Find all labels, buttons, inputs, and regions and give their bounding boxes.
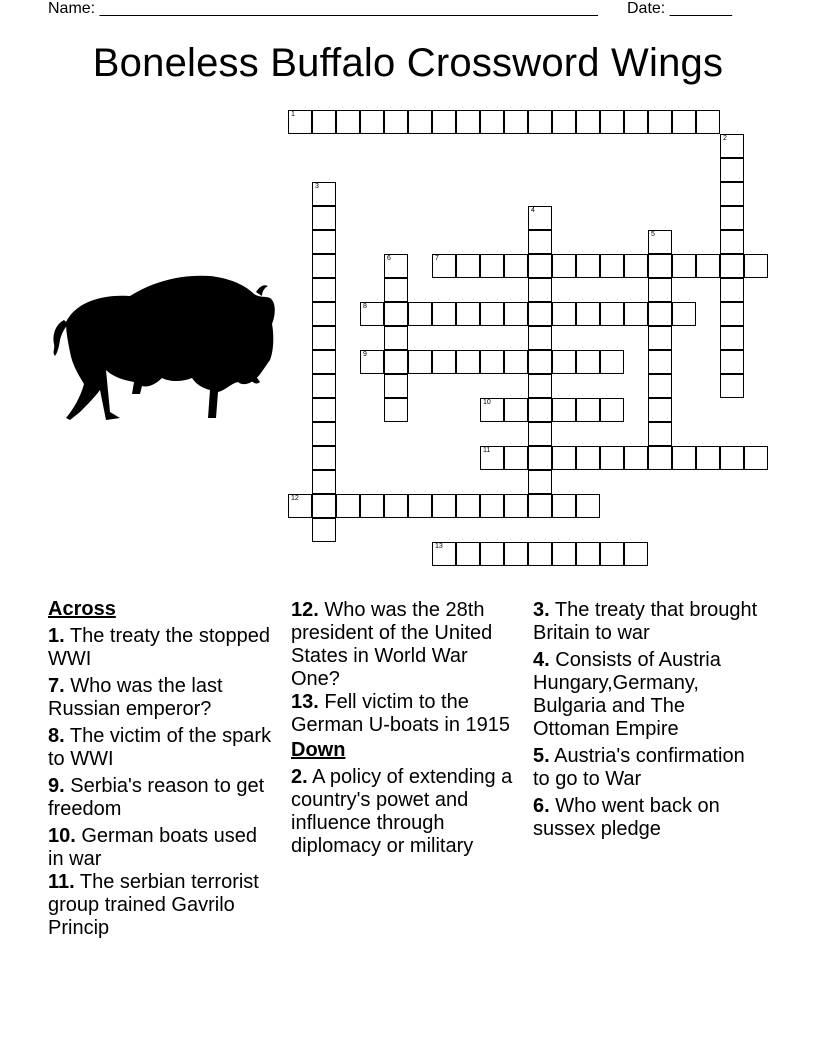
crossword-cell[interactable] (624, 110, 648, 134)
crossword-cell[interactable] (648, 422, 672, 446)
clue-across-10: 10. German boats used in war (48, 825, 258, 870)
crossword-cell[interactable] (576, 110, 600, 134)
crossword-cell[interactable] (600, 398, 624, 422)
crossword-cell[interactable] (480, 350, 504, 374)
clue-down-5: 5. Austria's confirmation to go to War (533, 745, 745, 790)
crossword-cell[interactable] (648, 230, 672, 254)
crossword-cell[interactable] (312, 254, 336, 278)
crossword-cell[interactable] (360, 110, 384, 134)
crossword-cell[interactable] (552, 494, 576, 518)
crossword-cell[interactable] (576, 446, 600, 470)
crossword-cell[interactable] (552, 446, 576, 470)
clue-down-4: 4. Consists of Austria Hungary,Germany, Bulgaria and The Ottoman Empire (533, 649, 721, 740)
crossword-cell[interactable] (360, 350, 384, 374)
cell-number: 4 (531, 207, 535, 214)
crossword-cell[interactable] (600, 254, 624, 278)
crossword-cell[interactable] (480, 254, 504, 278)
crossword-cell[interactable] (672, 254, 696, 278)
crossword-cell[interactable] (480, 110, 504, 134)
crossword-cell[interactable] (312, 302, 336, 326)
crossword-cell[interactable] (648, 446, 672, 470)
crossword-cell[interactable] (480, 302, 504, 326)
crossword-cell[interactable] (312, 350, 336, 374)
crossword-cell[interactable] (648, 398, 672, 422)
crossword-cell[interactable] (600, 542, 624, 566)
clue-down-3: 3. The treaty that brought Britain to war (533, 599, 758, 644)
page-title: Boneless Buffalo Crossword Wings (92, 41, 724, 85)
crossword-cell[interactable] (576, 302, 600, 326)
crossword-cell[interactable] (720, 158, 744, 182)
crossword-cell[interactable] (456, 494, 480, 518)
clues-column-2 (291, 598, 521, 858)
cell-number: 5 (651, 231, 655, 238)
crossword-cell[interactable] (528, 206, 552, 230)
crossword-cell[interactable] (720, 446, 744, 470)
crossword-cell[interactable] (432, 254, 456, 278)
crossword-cell[interactable] (720, 374, 744, 398)
crossword-cell[interactable] (384, 494, 408, 518)
crossword-cell[interactable] (576, 254, 600, 278)
crossword-cell[interactable] (624, 254, 648, 278)
crossword-cell[interactable] (312, 230, 336, 254)
crossword-cell[interactable] (528, 446, 552, 470)
crossword-cell[interactable] (552, 254, 576, 278)
crossword-cell[interactable] (600, 446, 624, 470)
clue-down-2: 2. A policy of extending a country's powet and influence through diplomacy or military (291, 766, 513, 857)
crossword-cell[interactable] (384, 350, 408, 374)
crossword-cell[interactable] (528, 470, 552, 494)
cell-number: 1 (291, 111, 295, 118)
crossword-cell[interactable] (432, 110, 456, 134)
crossword-cell[interactable] (528, 110, 552, 134)
crossword-cell[interactable] (432, 350, 456, 374)
crossword-cell[interactable] (648, 350, 672, 374)
cell-number: 3 (315, 183, 319, 190)
crossword-cell[interactable] (456, 110, 480, 134)
crossword-cell[interactable] (576, 398, 600, 422)
crossword-cell[interactable] (528, 494, 552, 518)
crossword-cell[interactable] (504, 254, 528, 278)
crossword-cell[interactable] (384, 374, 408, 398)
crossword-cell[interactable] (360, 302, 384, 326)
crossword-cell[interactable] (312, 110, 336, 134)
crossword-cell[interactable] (600, 110, 624, 134)
cell-number: 12 (291, 495, 299, 502)
cell-number: 6 (387, 255, 391, 262)
crossword-cell[interactable] (720, 302, 744, 326)
crossword-cell[interactable] (384, 302, 408, 326)
crossword-cell[interactable] (528, 278, 552, 302)
crossword-cell[interactable] (504, 494, 528, 518)
crossword-cell[interactable] (384, 254, 408, 278)
crossword-cell[interactable] (288, 110, 312, 134)
crossword-cell[interactable] (576, 494, 600, 518)
crossword-cell[interactable] (600, 350, 624, 374)
crossword-cell[interactable] (312, 206, 336, 230)
crossword-cell[interactable] (720, 182, 744, 206)
cell-number: 10 (483, 399, 491, 406)
crossword-cell[interactable] (528, 350, 552, 374)
clue-across-8: 8. The victim of the spark to WWI (48, 725, 272, 770)
crossword-cell[interactable] (336, 494, 360, 518)
crossword-cell[interactable] (576, 542, 600, 566)
clues-column-3 (533, 598, 758, 841)
crossword-cell[interactable] (720, 230, 744, 254)
crossword-cell[interactable] (312, 278, 336, 302)
crossword-cell[interactable] (480, 446, 504, 470)
crossword-cell[interactable] (408, 110, 432, 134)
crossword-cell[interactable] (528, 422, 552, 446)
crossword-cell[interactable] (696, 254, 720, 278)
crossword-cell[interactable] (600, 302, 624, 326)
crossword-cell[interactable] (624, 542, 648, 566)
crossword-cell[interactable] (312, 422, 336, 446)
cell-number: 11 (483, 447, 491, 454)
crossword-cell[interactable] (312, 518, 336, 542)
crossword-cell[interactable] (528, 542, 552, 566)
crossword-cell[interactable] (552, 542, 576, 566)
crossword-cell[interactable] (504, 542, 528, 566)
crossword-cell[interactable] (480, 494, 504, 518)
cell-number: 8 (363, 303, 367, 310)
crossword-cell[interactable] (480, 542, 504, 566)
crossword-cell[interactable] (744, 446, 768, 470)
crossword-cell[interactable] (504, 446, 528, 470)
crossword-cell[interactable] (648, 374, 672, 398)
down-heading: Down (291, 739, 346, 761)
crossword-cell[interactable] (648, 278, 672, 302)
crossword-cell[interactable] (312, 470, 336, 494)
crossword-cell[interactable] (384, 398, 408, 422)
clue-across-7: 7. Who was the last Russian emperor? (48, 675, 223, 720)
cell-number: 2 (723, 135, 727, 142)
crossword-cell[interactable] (672, 302, 696, 326)
crossword-cell[interactable] (696, 110, 720, 134)
clue-across-1: 1. The treaty the stopped WWI (48, 625, 271, 670)
across-heading: Across (48, 598, 116, 620)
crossword-cell[interactable] (552, 302, 576, 326)
crossword-cell[interactable] (312, 398, 336, 422)
crossword-cell[interactable] (648, 302, 672, 326)
crossword-cell[interactable] (504, 302, 528, 326)
crossword-cell[interactable] (720, 278, 744, 302)
crossword-cell[interactable] (528, 302, 552, 326)
crossword-cell[interactable] (288, 494, 312, 518)
crossword-cell[interactable] (576, 350, 600, 374)
crossword-cell[interactable] (456, 302, 480, 326)
crossword-cell[interactable] (504, 350, 528, 374)
crossword-cell[interactable] (552, 398, 576, 422)
clue-across-11: 11. The serbian terrorist group trained Gavrilo Princip (48, 871, 259, 939)
crossword-cell[interactable] (720, 254, 744, 278)
crossword-cell[interactable] (720, 134, 744, 158)
crossword-cell[interactable] (312, 326, 336, 350)
cell-number: 13 (435, 543, 443, 550)
cell-number: 7 (435, 255, 439, 262)
crossword-cell[interactable] (672, 110, 696, 134)
crossword-cell[interactable] (312, 182, 336, 206)
crossword-cell[interactable] (504, 398, 528, 422)
clues-column-1 (48, 598, 273, 940)
crossword-cell[interactable] (432, 302, 456, 326)
crossword-cell[interactable] (552, 350, 576, 374)
crossword-cell[interactable] (504, 110, 528, 134)
crossword-cell[interactable] (336, 110, 360, 134)
crossword-cell[interactable] (432, 542, 456, 566)
crossword-cell[interactable] (624, 446, 648, 470)
crossword-cell[interactable] (648, 326, 672, 350)
crossword-cell[interactable] (528, 398, 552, 422)
crossword-cell[interactable] (648, 254, 672, 278)
crossword-cell[interactable] (528, 374, 552, 398)
date-field-label: Date: _______ (627, 0, 732, 17)
crossword-cell[interactable] (384, 326, 408, 350)
crossword-cell[interactable] (384, 110, 408, 134)
crossword-cell[interactable] (720, 326, 744, 350)
clue-across-9: 9. Serbia's reason to get freedom (48, 775, 265, 820)
crossword-cell[interactable] (624, 302, 648, 326)
crossword-cell[interactable] (456, 350, 480, 374)
crossword-cell[interactable] (480, 398, 504, 422)
crossword-cell[interactable] (720, 206, 744, 230)
crossword-cell[interactable] (312, 494, 336, 518)
name-field-label: Name: ________________________________________________________ (48, 0, 598, 17)
crossword-cell[interactable] (432, 494, 456, 518)
crossword-cell[interactable] (528, 230, 552, 254)
crossword-cell[interactable] (552, 110, 576, 134)
crossword-cell[interactable] (672, 446, 696, 470)
clue-down-6: 6. Who went back on sussex pledge (533, 795, 720, 840)
crossword-cell[interactable] (720, 350, 744, 374)
crossword-cell[interactable] (528, 254, 552, 278)
crossword-cell[interactable] (408, 302, 432, 326)
clue-across-12: 12. Who was the 28th president of the United States in World War One? (291, 599, 493, 690)
crossword-cell[interactable] (456, 254, 480, 278)
crossword-cell[interactable] (456, 542, 480, 566)
crossword-cell[interactable] (408, 350, 432, 374)
clue-across-13: 13. Fell victim to the German U-boats in 1915 (291, 691, 511, 736)
crossword-cell[interactable] (744, 254, 768, 278)
crossword-cell[interactable] (384, 278, 408, 302)
crossword-cell[interactable] (312, 446, 336, 470)
crossword-cell[interactable] (696, 446, 720, 470)
crossword-cell[interactable] (312, 374, 336, 398)
crossword-cell[interactable] (360, 494, 384, 518)
cell-number: 9 (363, 351, 367, 358)
crossword-cell[interactable] (528, 326, 552, 350)
crossword-cell[interactable] (648, 110, 672, 134)
crossword-cell[interactable] (408, 494, 432, 518)
